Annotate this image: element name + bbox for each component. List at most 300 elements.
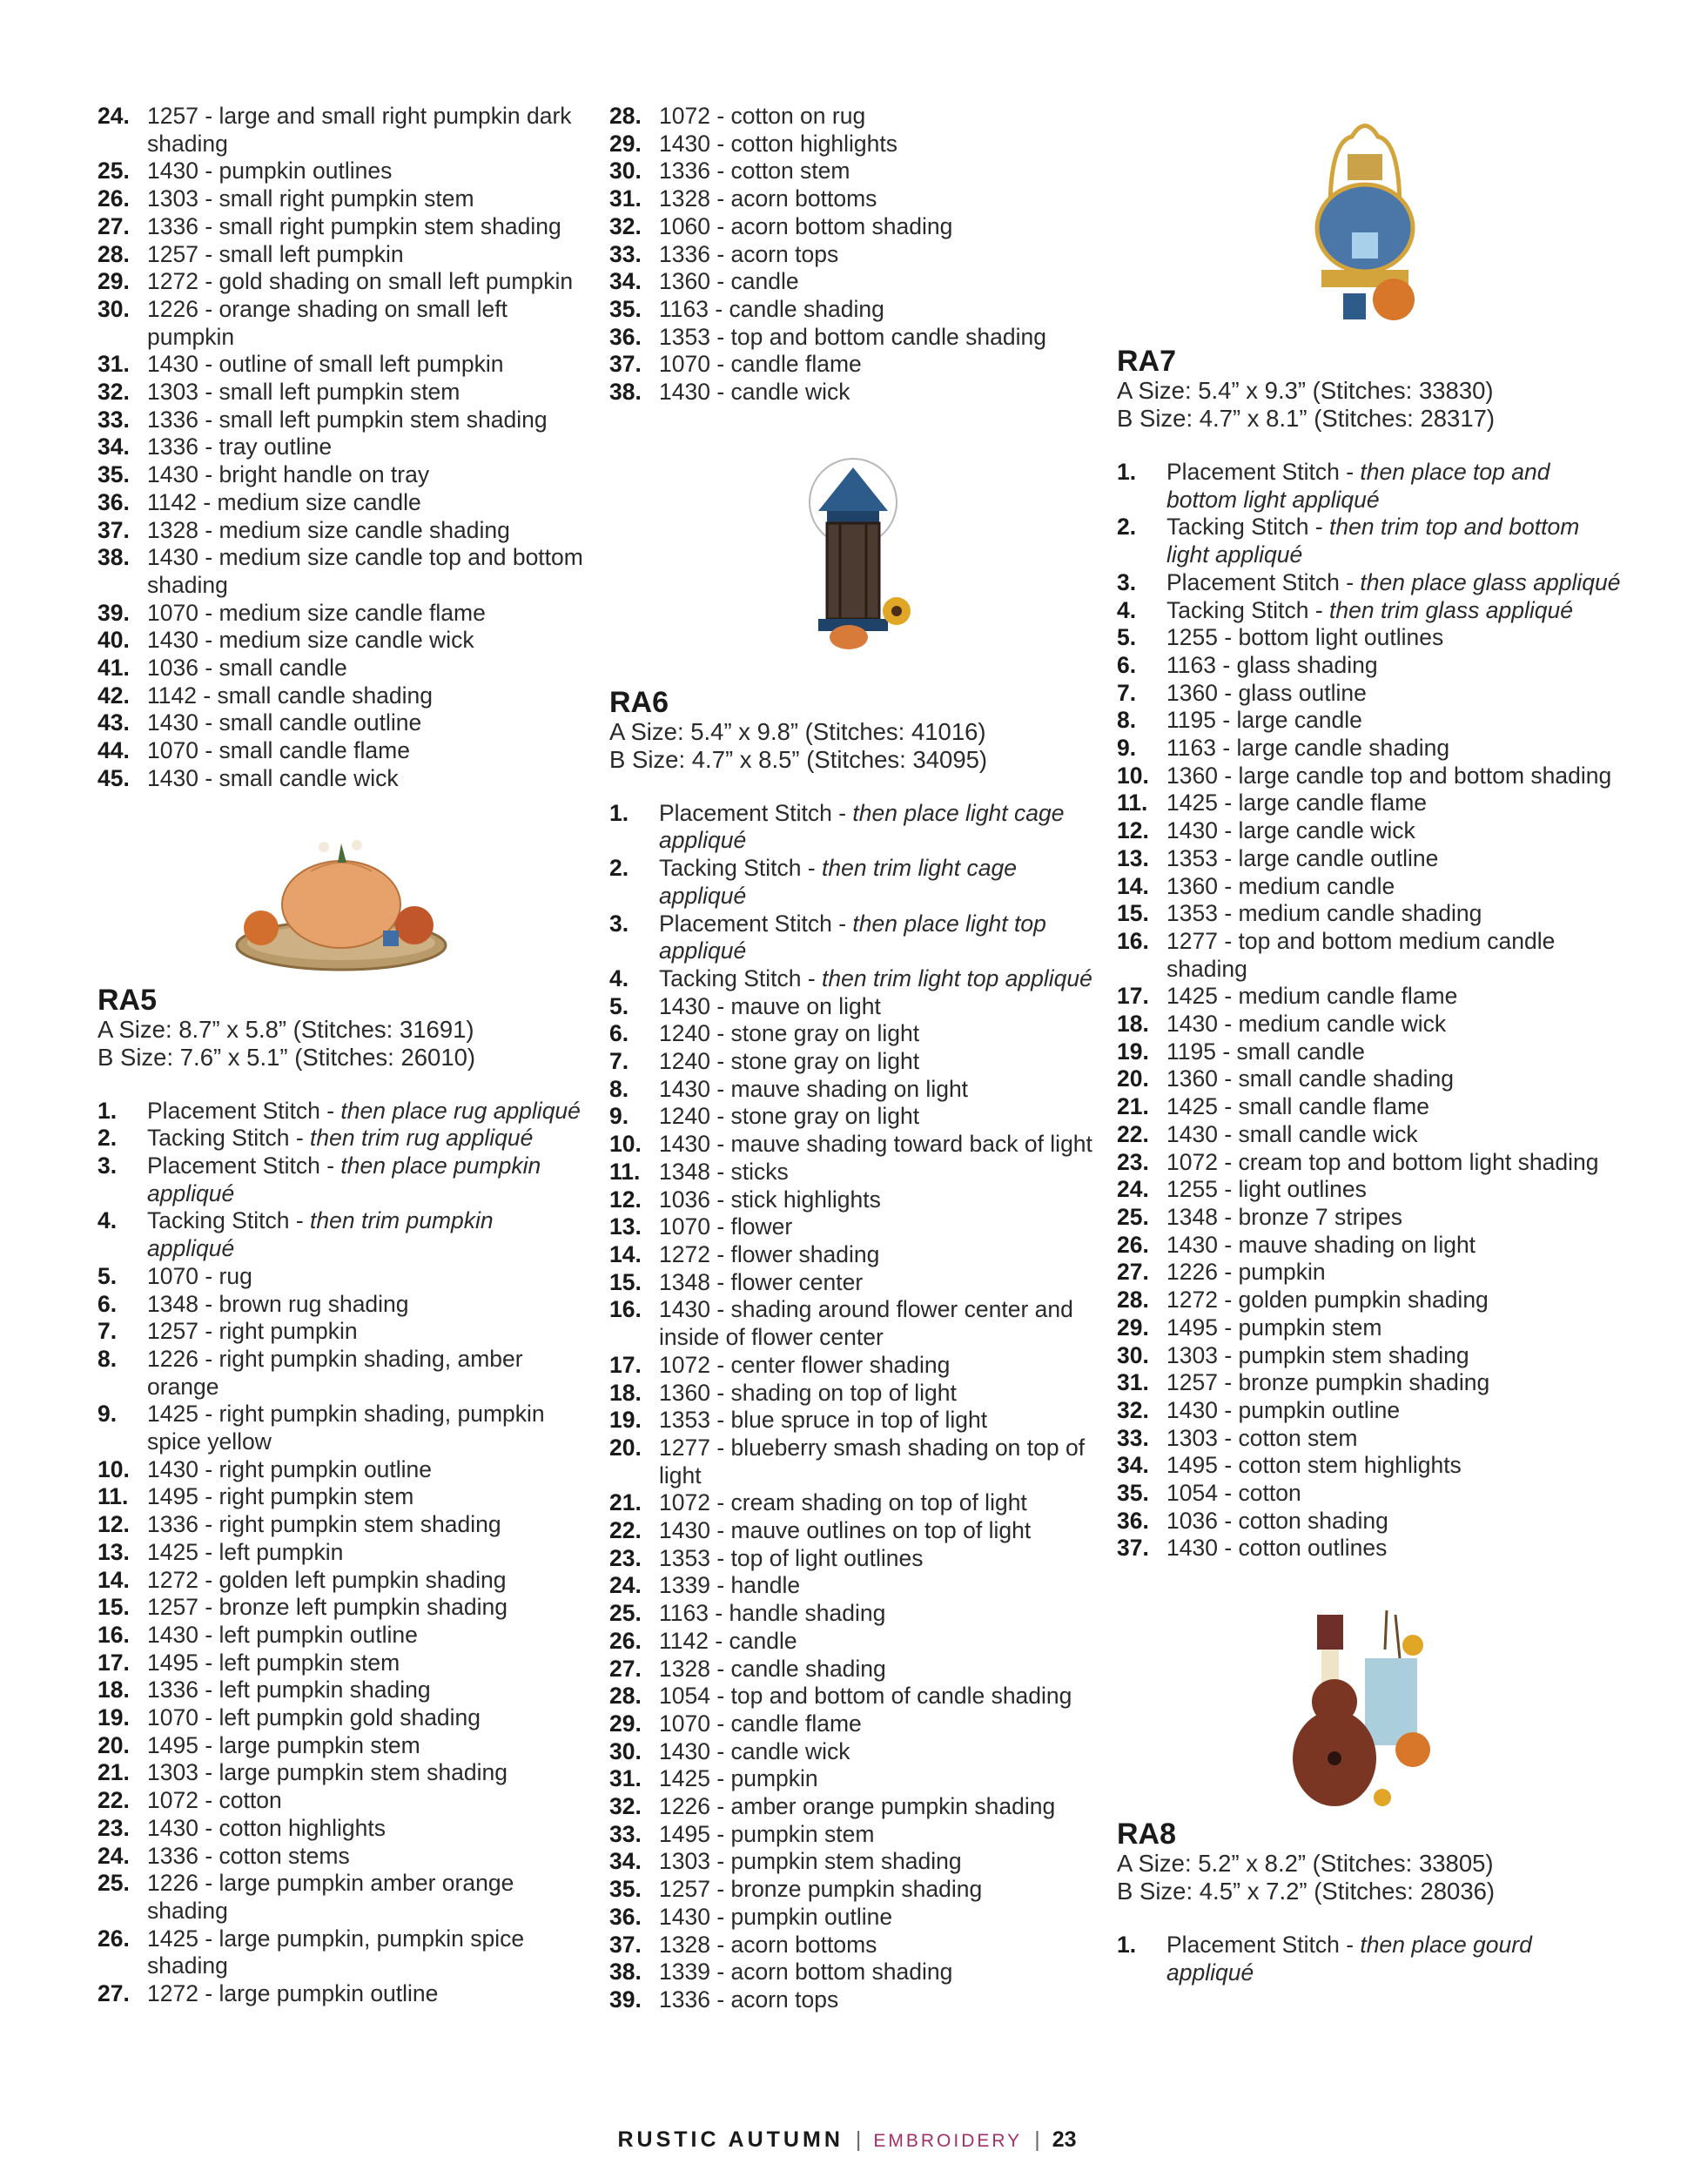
list-item [609, 800, 1097, 855]
list-item [609, 1489, 1097, 1517]
list-item [97, 1207, 585, 1262]
item-number: 37. [609, 1931, 642, 1958]
item-text: 1495 - left pumpkin stem [147, 1649, 400, 1676]
item-number: 27. [609, 1655, 642, 1682]
list-item [97, 1511, 585, 1539]
item-number: 28. [609, 1683, 642, 1710]
page-number: 23 [1052, 2127, 1077, 2152]
list-item [609, 1628, 1097, 1656]
list-item [609, 185, 1097, 213]
item-text: 1226 - orange shading on small left pumpkin [147, 295, 508, 350]
list-item [97, 765, 585, 793]
item-number: 32. [609, 1793, 642, 1820]
item-number: 24. [97, 1842, 130, 1869]
ra6-title: RA6 [609, 685, 669, 719]
ra5-size-a: A Size: 8.7” x 5.8” (Stitches: 31691) [97, 1015, 474, 1043]
list-item [609, 1738, 1097, 1766]
list-item [1117, 1065, 1622, 1093]
item-text: Placement Stitch - [1166, 568, 1361, 595]
list-item [97, 213, 585, 241]
item-text: 1054 - cotton [1166, 1480, 1301, 1507]
item-number: 21. [97, 1759, 130, 1786]
item-number: 19. [97, 1704, 130, 1731]
item-number: 43. [97, 709, 130, 736]
list-item [1117, 983, 1622, 1011]
item-text: 1336 - acorn tops [659, 240, 839, 267]
item-number: 2. [1117, 514, 1137, 541]
item-instruction: then trim pumpkin appliqué [147, 1207, 494, 1262]
item-number: 8. [97, 1345, 118, 1372]
list-item [609, 993, 1097, 1021]
item-text: 1360 - shading on top of light [659, 1379, 957, 1406]
item-number: 31. [1117, 1369, 1149, 1396]
list-item [97, 517, 585, 545]
list-item [97, 544, 585, 599]
item-text: 1303 - cotton stem [1166, 1424, 1358, 1451]
item-text: 1495 - large pumpkin stem [147, 1731, 420, 1758]
list-item [1117, 790, 1622, 817]
item-text: 1430 - medium candle wick [1166, 1011, 1447, 1038]
item-number: 36. [1117, 1507, 1149, 1534]
list-item [97, 1650, 585, 1677]
list-item [609, 1352, 1097, 1380]
item-instruction: then trim top and bottom light appliqué [1166, 514, 1580, 568]
list-item [609, 158, 1097, 185]
item-number: 29. [1117, 1314, 1149, 1341]
ra6-size-b: B Size: 4.7” x 8.5” (Stitches: 34095) [609, 745, 988, 773]
list-item [609, 324, 1097, 352]
item-text: 1360 - small candle shading [1166, 1065, 1454, 1092]
item-text: 1336 - right pumpkin stem shading [147, 1511, 501, 1538]
item-number: 13. [609, 1213, 642, 1240]
item-text: 1226 - amber orange pumpkin shading [659, 1793, 1056, 1820]
list-item [1117, 1204, 1622, 1232]
item-number: 6. [1117, 651, 1137, 678]
item-text: 1353 - top and bottom candle shading [659, 323, 1046, 350]
list-item [1117, 1287, 1622, 1314]
item-text: 1495 - pumpkin stem [1166, 1314, 1382, 1341]
item-text: 1072 - center flower shading [659, 1351, 951, 1378]
list-item [1117, 763, 1622, 790]
list-item [1117, 1038, 1622, 1066]
list-item [1117, 1452, 1622, 1480]
list-item [1117, 1342, 1622, 1370]
item-number: 20. [1117, 1065, 1149, 1092]
list-item [1117, 1176, 1622, 1204]
list-item [97, 1483, 585, 1511]
list-item [609, 1186, 1097, 1214]
item-text: 1336 - left pumpkin shading [147, 1677, 431, 1704]
item-number: 9. [609, 1103, 629, 1130]
item-number: 11. [1117, 790, 1148, 816]
item-text: 1142 - medium size candle [147, 488, 421, 515]
list-item [609, 1269, 1097, 1297]
item-text: 1353 - blue spruce in top of light [659, 1407, 988, 1434]
list-item [97, 655, 585, 682]
item-text: Tacking Stitch - [1166, 596, 1330, 623]
item-number: 27. [1117, 1259, 1149, 1286]
item-text: 1036 - small candle [147, 655, 347, 682]
item-number: 33. [609, 1820, 642, 1847]
item-instruction: then trim light cage appliqué [659, 855, 1017, 909]
ra7-size-b: B Size: 4.7” x 8.1” (Stitches: 28317) [1117, 405, 1496, 432]
item-number: 8. [609, 1075, 629, 1102]
list-item [1117, 735, 1622, 763]
item-number: 7. [609, 1048, 629, 1075]
item-number: 33. [609, 240, 642, 267]
item-number: 25. [609, 1600, 642, 1627]
item-number: 16. [97, 1621, 130, 1648]
list-item [609, 1296, 1097, 1351]
item-text: 1360 - glass outline [1166, 679, 1367, 706]
list-item [609, 213, 1097, 241]
list-item [97, 241, 585, 269]
list-item [1117, 1314, 1622, 1342]
item-number: 25. [97, 1870, 130, 1897]
list-item [97, 1291, 585, 1319]
ra7-size-a: A Size: 5.4” x 9.3” (Stitches: 33830) [1117, 377, 1494, 404]
list-item [97, 1787, 585, 1815]
item-text: Tacking Stitch - [147, 1125, 311, 1152]
item-text: 1425 - pumpkin [659, 1765, 818, 1792]
item-number: 26. [97, 185, 130, 212]
item-number: 9. [97, 1401, 118, 1428]
item-text: 1430 - large candle wick [1166, 817, 1415, 844]
item-text: Placement Stitch - [659, 910, 853, 937]
ra6-steps [609, 800, 1097, 2014]
item-text: 1348 - brown rug shading [147, 1290, 409, 1317]
item-number: 25. [97, 158, 130, 185]
list-item [609, 241, 1097, 269]
item-number: 28. [609, 103, 642, 129]
item-text: 1328 - medium size candle shading [147, 516, 510, 543]
item-text: 1336 - tray outline [147, 433, 333, 460]
item-text: 1430 - left pumpkin outline [147, 1621, 418, 1648]
item-number: 25. [1117, 1203, 1149, 1230]
item-instruction: then place light top appliqué [659, 910, 1046, 964]
item-text: 1257 - bronze pumpkin shading [1166, 1369, 1490, 1396]
list-item [609, 1103, 1097, 1131]
item-text: 1430 - candle wick [659, 379, 850, 406]
item-number: 24. [1117, 1176, 1149, 1203]
list-item [1117, 652, 1622, 680]
item-number: 28. [97, 240, 130, 267]
item-number: 23. [1117, 1148, 1149, 1175]
item-number: 1. [97, 1097, 118, 1124]
item-number: 18. [609, 1379, 642, 1406]
item-text: Tacking Stitch - [147, 1207, 311, 1234]
list-item [97, 709, 585, 737]
item-number: 37. [1117, 1535, 1149, 1562]
list-item [1117, 1121, 1622, 1149]
list-item [97, 1815, 585, 1843]
item-text: 1070 - flower [659, 1213, 793, 1240]
item-text: 1425 - left pumpkin [147, 1538, 344, 1565]
item-text: 1348 - flower center [659, 1268, 864, 1295]
item-text: 1495 - pumpkin stem [659, 1820, 875, 1847]
list-item [1117, 900, 1622, 928]
item-number: 17. [609, 1351, 642, 1378]
list-item [609, 1683, 1097, 1710]
list-item [609, 1986, 1097, 2014]
item-number: 5. [97, 1262, 118, 1289]
item-number: 16. [609, 1296, 642, 1323]
item-number: 7. [1117, 679, 1137, 706]
list-item [97, 1622, 585, 1650]
list-item [97, 1980, 585, 2008]
item-text: 1072 - cream top and bottom light shading [1166, 1148, 1599, 1175]
item-text: 1272 - golden pumpkin shading [1166, 1287, 1489, 1314]
item-text: 1226 - large pumpkin amber orange shading [147, 1870, 514, 1924]
item-number: 14. [1117, 872, 1149, 899]
item-number: 35. [609, 1876, 642, 1903]
item-number: 42. [97, 682, 130, 709]
list-item [609, 1848, 1097, 1876]
item-text: 1430 - mauve shading on light [659, 1075, 969, 1102]
item-number: 27. [97, 212, 130, 239]
list-item [609, 103, 1097, 131]
item-instruction: then trim rug appliqué [310, 1125, 534, 1152]
item-number: 14. [609, 1240, 642, 1267]
list-item [1117, 1932, 1622, 1986]
list-item [97, 158, 585, 185]
ra6-size-a: A Size: 5.4” x 9.8” (Stitches: 41016) [609, 717, 986, 745]
item-text: 1430 - medium size candle wick [147, 627, 474, 654]
ra4-steps-continued [97, 103, 585, 793]
list-item [609, 1959, 1097, 1986]
list-item [97, 1732, 585, 1760]
item-number: 17. [97, 1649, 130, 1676]
item-text: 1303 - small left pumpkin stem [147, 379, 460, 406]
column-right [1117, 103, 1622, 1987]
item-text: 1328 - acorn bottoms [659, 185, 877, 212]
ra5-design-thumbnail [228, 828, 454, 976]
list-item [97, 1456, 585, 1484]
item-number: 29. [609, 130, 642, 157]
item-text: 1430 - pumpkin outline [659, 1903, 893, 1930]
item-text: Placement Stitch - [1166, 1932, 1361, 1959]
item-number: 30. [609, 158, 642, 185]
item-text: 1430 - right pumpkin outline [147, 1455, 433, 1482]
item-number: 10. [1117, 762, 1149, 789]
list-item [1117, 1259, 1622, 1287]
list-item [609, 1793, 1097, 1821]
item-text: 1272 - gold shading on small left pumpkin [147, 268, 574, 295]
item-text: 1430 - small candle outline [147, 709, 422, 736]
list-item [97, 1098, 585, 1126]
item-text: 1255 - bottom light outlines [1166, 624, 1444, 651]
list-item [97, 1870, 585, 1925]
ra5-steps-continued [609, 103, 1097, 407]
item-number: 44. [97, 737, 130, 764]
item-text: 1070 - candle flame [659, 351, 862, 378]
footer-title: RUSTIC AUTUMN [617, 2127, 844, 2152]
item-number: 3. [1117, 568, 1137, 595]
item-text: 1430 - medium size candle top and bottom shading [147, 544, 583, 598]
item-number: 7. [97, 1318, 118, 1345]
item-text: 1163 - glass shading [1166, 651, 1378, 678]
item-text: 1070 - left pumpkin gold shading [147, 1704, 481, 1731]
item-text: 1054 - top and bottom of candle shading [659, 1683, 1072, 1710]
list-item [97, 185, 585, 213]
item-number: 35. [97, 461, 130, 488]
item-text: 1430 - mauve outlines on top of light [659, 1517, 1032, 1544]
item-text: 1303 - small right pumpkin stem [147, 185, 474, 212]
item-text: 1070 - rug [147, 1262, 252, 1289]
item-number: 28. [1117, 1287, 1149, 1314]
list-item [97, 1346, 585, 1401]
item-text: 1336 - cotton stems [147, 1842, 350, 1869]
item-number: 32. [97, 379, 130, 406]
list-item [1117, 1508, 1622, 1536]
item-text: 1226 - pumpkin [1166, 1259, 1326, 1286]
item-text: 1303 - pumpkin stem shading [659, 1848, 962, 1875]
item-text: 1303 - pumpkin stem shading [1166, 1341, 1469, 1368]
item-number: 26. [1117, 1231, 1149, 1258]
item-text: 1353 - medium candle shading [1166, 900, 1482, 927]
item-number: 15. [609, 1268, 642, 1295]
item-text: Placement Stitch - [1166, 459, 1361, 485]
item-number: 45. [97, 764, 130, 791]
ra8-size-b: B Size: 4.5” x 7.2” (Stitches: 28036) [1117, 1878, 1496, 1905]
item-number: 5. [1117, 624, 1137, 651]
list-item [1117, 928, 1622, 983]
item-number: 10. [97, 1455, 130, 1482]
item-number: 3. [97, 1152, 118, 1179]
item-number: 30. [97, 295, 130, 322]
item-text: 1277 - blueberry smash shading on top of light [659, 1434, 1086, 1488]
item-text: 1348 - bronze 7 stripes [1166, 1203, 1403, 1230]
list-item [1117, 1397, 1622, 1425]
item-text: 1328 - candle shading [659, 1655, 886, 1682]
footer-category: EMBROIDERY [873, 2131, 1023, 2151]
item-number: 14. [97, 1566, 130, 1593]
item-text: Placement Stitch - [147, 1097, 341, 1124]
item-text: 1070 - medium size candle flame [147, 599, 486, 626]
item-number: 9. [1117, 735, 1137, 762]
item-text: 1036 - cotton shading [1166, 1507, 1388, 1534]
item-number: 4. [609, 964, 629, 991]
item-text: Placement Stitch - [659, 799, 853, 826]
item-number: 19. [609, 1407, 642, 1434]
item-number: 19. [1117, 1038, 1149, 1065]
list-item [97, 627, 585, 655]
item-text: 1348 - sticks [659, 1158, 789, 1185]
item-text: Placement Stitch - [147, 1152, 341, 1179]
item-number: 3. [609, 910, 629, 937]
item-text: 1430 - bright handle on tray [147, 461, 430, 488]
item-text: 1425 - large candle flame [1166, 790, 1428, 816]
item-text: 1255 - light outlines [1166, 1176, 1367, 1203]
list-item [609, 1380, 1097, 1408]
item-text: 1257 - large and small right pumpkin dark shading [147, 103, 572, 157]
item-text: 1163 - handle shading [659, 1600, 886, 1627]
list-item [609, 1710, 1097, 1738]
item-number: 40. [97, 627, 130, 654]
list-item [609, 1020, 1097, 1048]
item-text: 1430 - cotton outlines [1166, 1535, 1388, 1562]
item-number: 26. [97, 1925, 130, 1952]
list-item [609, 1600, 1097, 1628]
item-number: 20. [97, 1731, 130, 1758]
item-text: 1360 - large candle top and bottom shading [1166, 762, 1612, 789]
item-number: 2. [609, 855, 629, 882]
item-text: 1070 - small candle flame [147, 737, 410, 764]
item-number: 4. [97, 1207, 118, 1234]
list-item [97, 1759, 585, 1787]
column-middle [609, 103, 1097, 2014]
item-text: 1072 - cotton [147, 1787, 282, 1814]
item-text: 1430 - mauve on light [659, 992, 881, 1019]
item-text: 1360 - medium candle [1166, 872, 1395, 899]
item-number: 34. [97, 433, 130, 460]
list-item [609, 1076, 1097, 1104]
list-item [97, 1925, 585, 1980]
list-item [97, 600, 585, 628]
item-number: 29. [609, 1710, 642, 1737]
item-text: 1272 - golden left pumpkin shading [147, 1566, 507, 1593]
item-number: 12. [1117, 817, 1149, 844]
item-text: Tacking Stitch - [659, 855, 823, 882]
list-item [609, 1545, 1097, 1573]
item-number: 32. [609, 212, 642, 239]
list-item [609, 1435, 1097, 1489]
item-number: 22. [97, 1787, 130, 1814]
list-item [609, 855, 1097, 910]
list-item [1117, 597, 1622, 625]
item-number: 1. [1117, 459, 1137, 485]
list-item [97, 1567, 585, 1595]
item-instruction: then place light cage appliqué [659, 799, 1065, 854]
list-item [609, 1241, 1097, 1269]
list-item [97, 737, 585, 765]
list-item [609, 1131, 1097, 1159]
list-item [1117, 459, 1622, 514]
page-footer [0, 2127, 1694, 2153]
item-text: 1303 - large pumpkin stem shading [147, 1759, 508, 1786]
item-number: 15. [97, 1594, 130, 1621]
item-text: 1425 - medium candle flame [1166, 983, 1458, 1010]
item-number: 12. [609, 1186, 642, 1213]
item-number: 38. [97, 544, 130, 571]
item-text: 1060 - acorn bottom shading [659, 212, 953, 239]
item-text: 1425 - large pumpkin, pumpkin spice shading [147, 1925, 525, 1979]
item-number: 13. [97, 1538, 130, 1565]
item-text: 1336 - small left pumpkin stem shading [147, 406, 548, 433]
item-text: 1226 - right pumpkin shading, amber orange [147, 1345, 523, 1400]
item-text: 1257 - small left pumpkin [147, 240, 404, 267]
item-number: 11. [609, 1158, 641, 1185]
item-number: 39. [609, 1986, 642, 2013]
item-number: 33. [97, 406, 130, 433]
list-item [609, 1572, 1097, 1600]
list-item [97, 1401, 585, 1455]
list-item [1117, 1369, 1622, 1397]
list-item [1117, 1093, 1622, 1121]
item-text: 1360 - candle [659, 268, 799, 295]
item-text: 1142 - candle [659, 1627, 797, 1654]
item-text: 1272 - large pumpkin outline [147, 1980, 439, 2007]
list-item [97, 1152, 585, 1207]
item-text: 1070 - candle flame [659, 1710, 862, 1737]
ra7-steps [1117, 459, 1622, 1562]
list-item [609, 351, 1097, 379]
item-number: 23. [609, 1544, 642, 1571]
item-number: 21. [609, 1489, 642, 1516]
item-number: 22. [609, 1517, 642, 1544]
item-text: Tacking Stitch - [659, 964, 823, 991]
item-text: 1430 - shading around flower center and inside of flower center [659, 1296, 1073, 1351]
